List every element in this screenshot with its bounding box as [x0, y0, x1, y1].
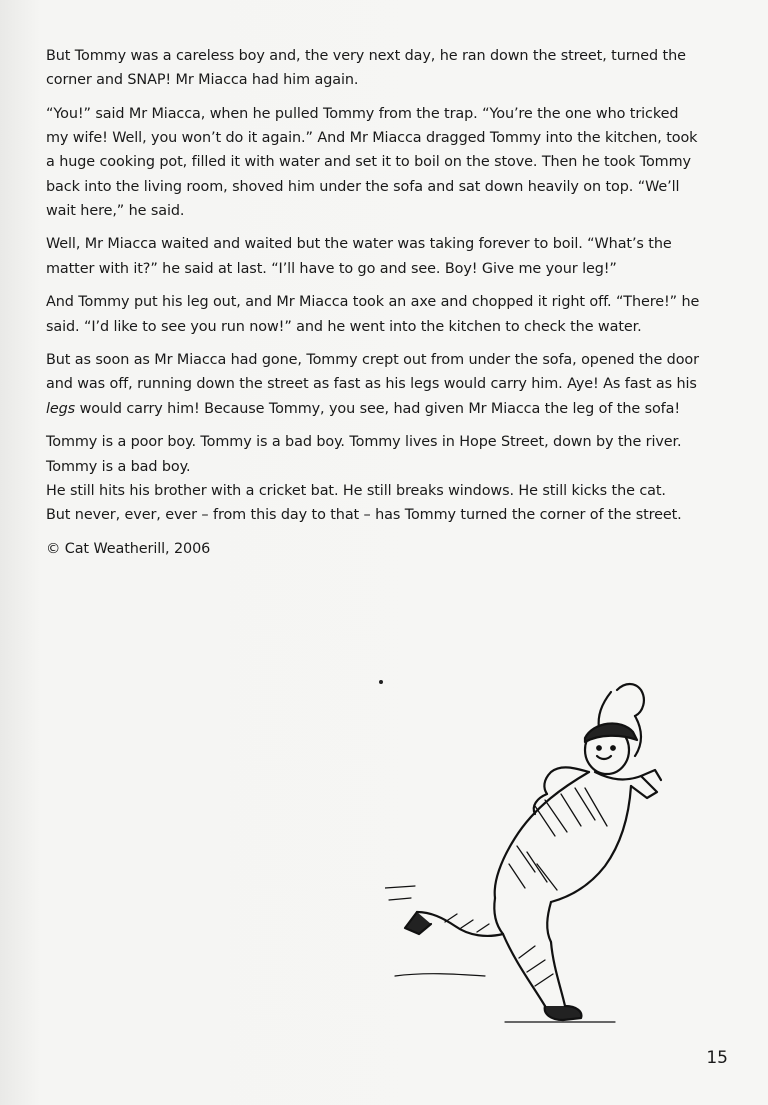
paragraph-5-emphasis: legs: [46, 400, 76, 417]
page-number: 15: [706, 1048, 728, 1068]
story-text: [46, 44, 700, 571]
paragraph-6-line-1: Tommy is a poor boy. Tommy is a bad boy. Tommy lives in Hope Street, down by the river.: [46, 434, 682, 451]
paragraph-1: But Tommy was a careless boy and, the very next day, he ran down the street, turned the corner and SNAP! Mr Miacca had him again.: [46, 48, 686, 89]
paragraph-6-line-3: He still hits his brother with a cricket bat. He still breaks windows. He still kicks the cat.: [46, 482, 666, 499]
paragraph-5-b: would carry him! Because Tommy, you see, had given Mr Miacca the leg of the sofa!: [75, 400, 681, 417]
paragraph-2: “You!” said Mr Miacca, when he pulled Tommy from the trap. “You’re the one who tricked my wife! Well, you won’t do it again.” And Mr Miacca dragged Tommy into the kitchen, took a huge cooking pot, filled it with water and set it to boil on the stove. Then he took Tommy back into the living room, shoved him under the sofa and sat down heavily on top. “We’ll wait here,” he said.: [46, 105, 698, 219]
running-boy-illustration: [385, 676, 695, 1028]
paragraph-3: Well, Mr Miacca waited and waited but the water was taking forever to boil. “What’s the matter with it?” he said at last. “I’ll have to go and see. Boy! Give me your leg!”: [46, 236, 672, 277]
copyright-credit: © Cat Weatherill, 2006: [46, 541, 211, 558]
paragraph-6-line-4: But never, ever, ever – from this day to that – has Tommy turned the corner of the street.: [46, 506, 682, 523]
paragraph-6-line-2: Tommy is a bad boy.: [46, 458, 191, 475]
paragraph-5-a: But as soon as Mr Miacca had gone, Tommy crept out from under the sofa, opened the door and was off, running down the street as fast as his legs would carry him. Aye! As fast as his: [46, 352, 699, 393]
center-dot: [379, 680, 383, 684]
paragraph-4: And Tommy put his leg out, and Mr Miacca took an axe and chopped it right off. “There!” he said. “I’d like to see you run now!” and he went into the kitchen to check the water.: [46, 294, 700, 335]
paragraph-5: [46, 348, 700, 421]
